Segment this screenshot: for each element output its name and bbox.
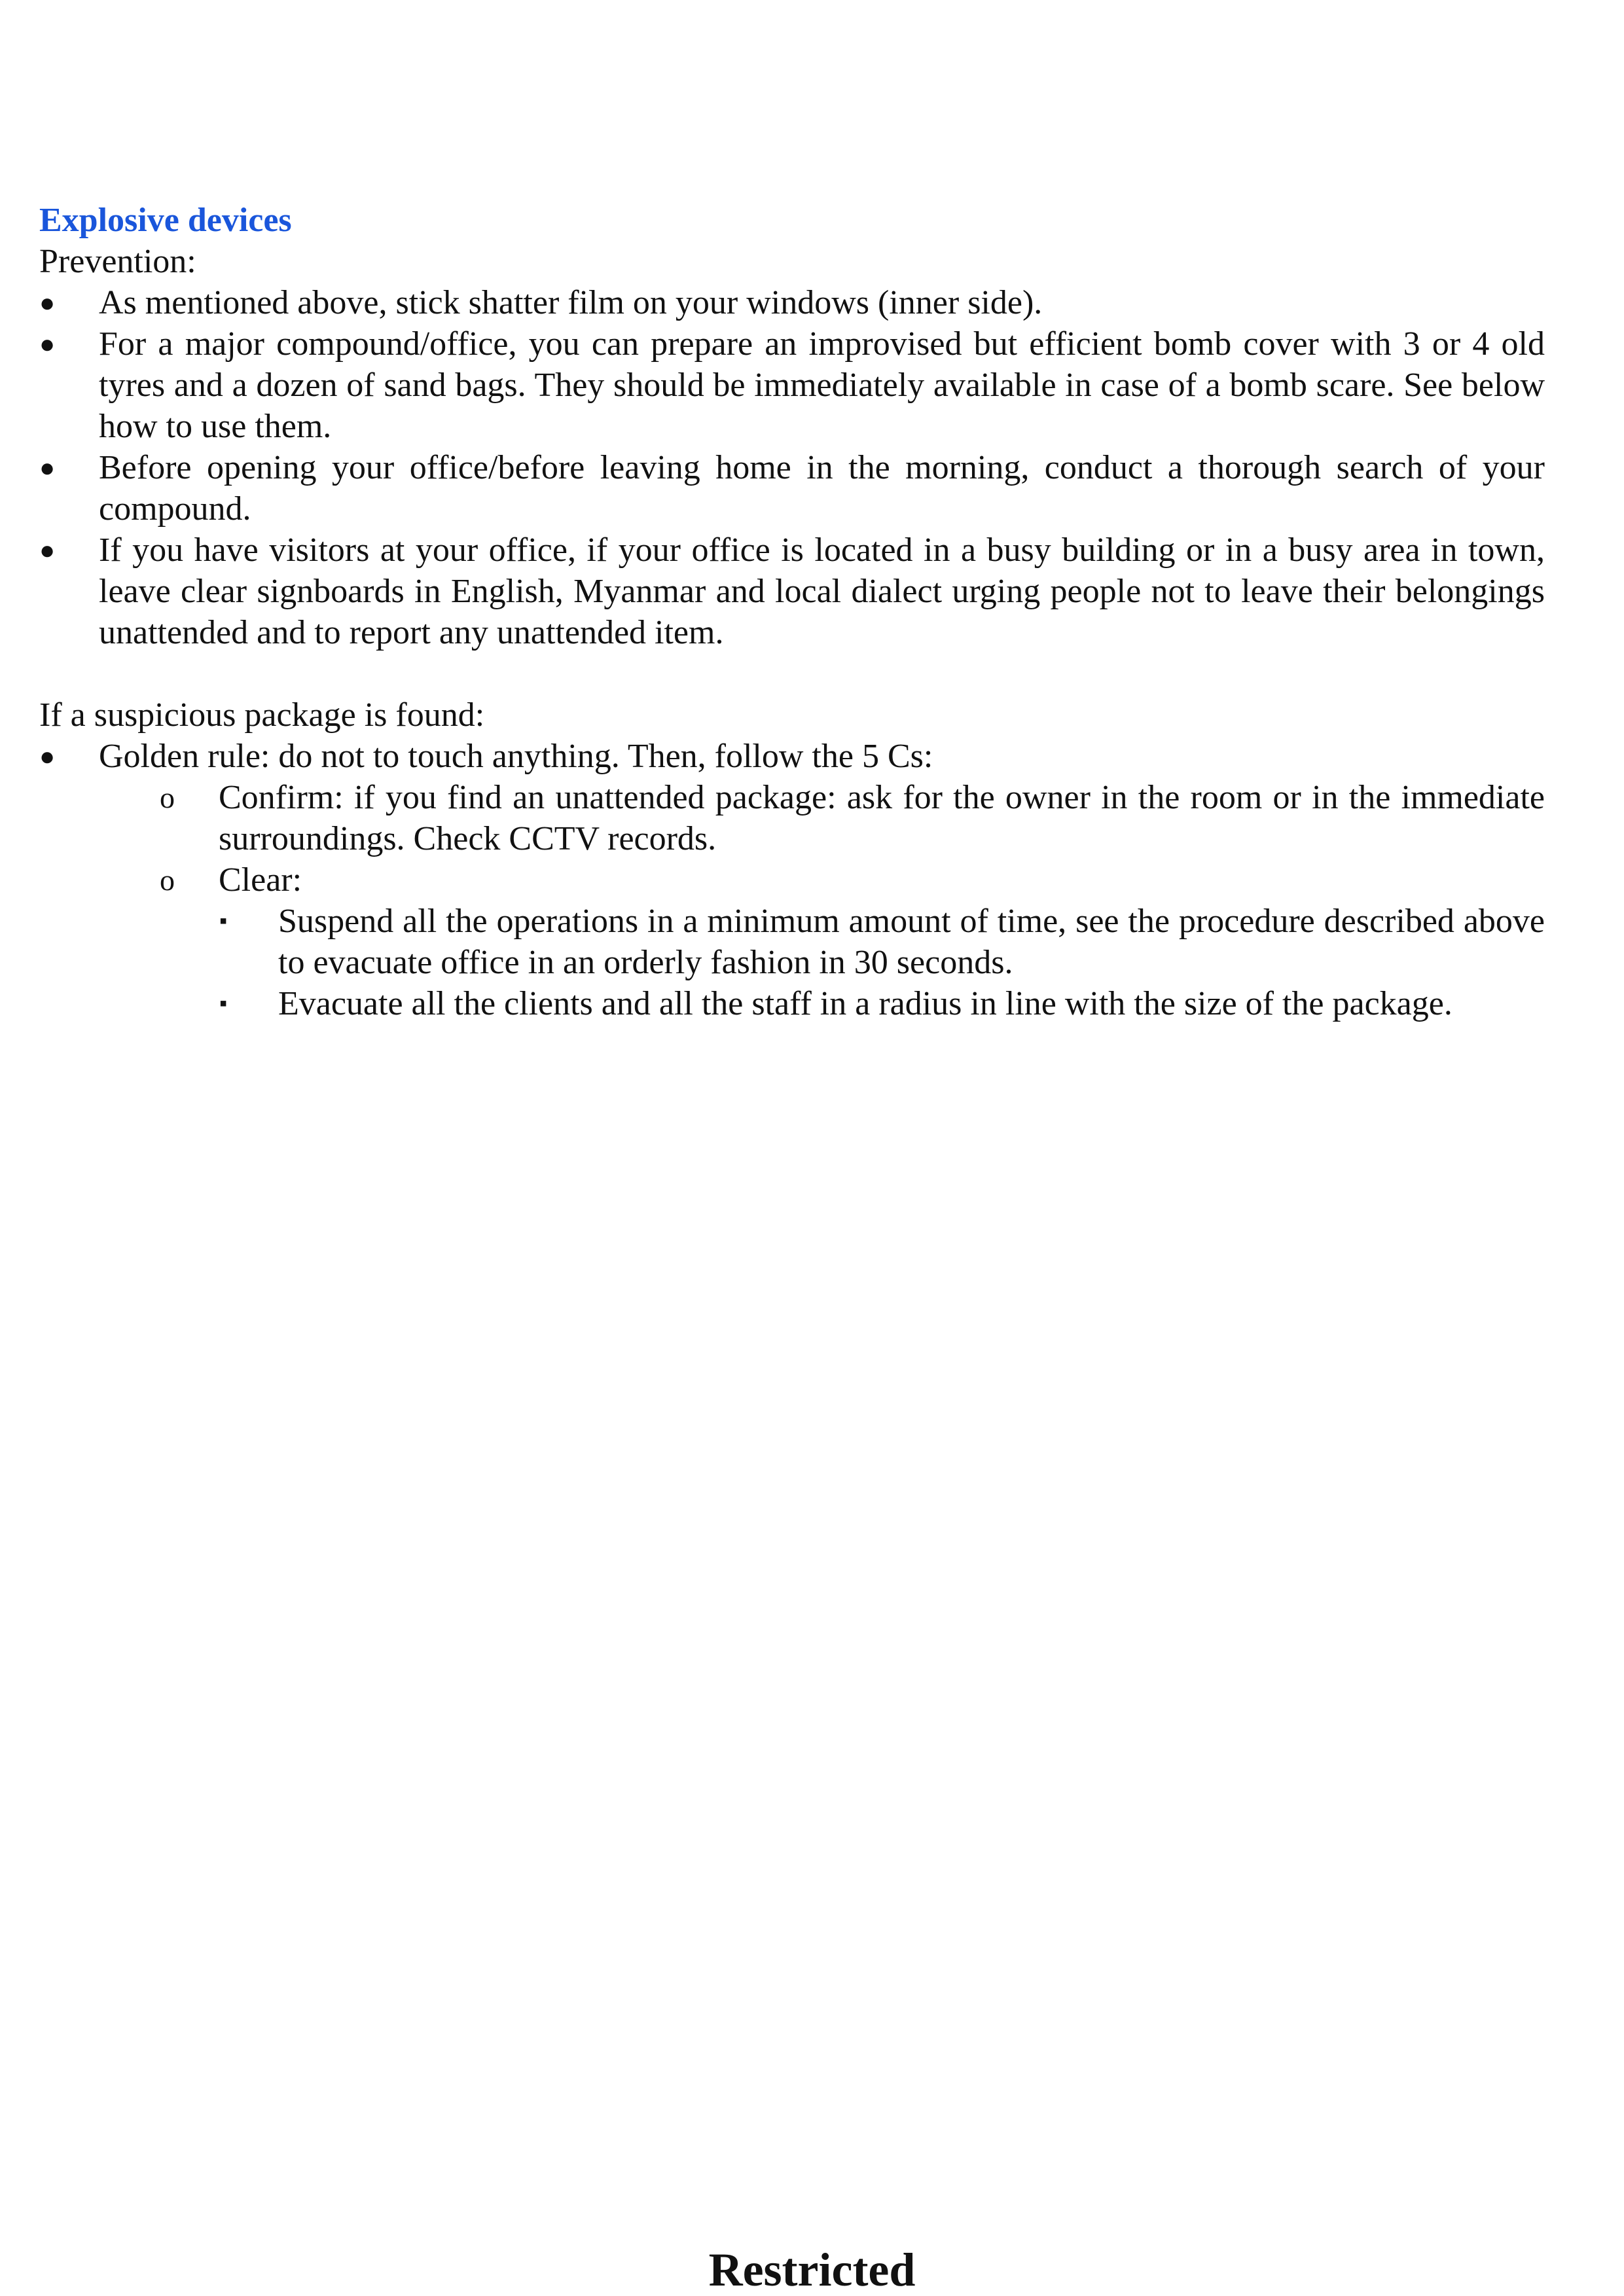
bullet-marker: ● (39, 742, 56, 771)
bullet-marker: ● (39, 288, 56, 317)
golden-rule-item (39, 736, 1545, 777)
prevention-item-text: For a major compound/office, you can prepare an improvised but efficient bomb cover with 3 or 4 old tyres and a dozen of sand bags. They should be immediately available in case of a bomb scare. See below how to use them. (99, 325, 1545, 445)
blank-line (39, 653, 1545, 694)
clear-subitem-text: Suspend all the operations in a minimum amount of time, see the procedure described above to evacuate office in an orderly fashion in 30 seconds. (278, 903, 1545, 981)
prevention-item-text: Before opening your office/before leaving home in the morning, conduct a thorough search of your compound. (99, 449, 1545, 528)
prevention-label: Prevention: (39, 243, 196, 280)
prevention-item-text: As mentioned above, stick shatter film on your windows (inner side). (99, 284, 1043, 321)
square-marker: ▪ (219, 909, 228, 933)
prevention-item (39, 323, 1545, 447)
prevention-item (39, 529, 1545, 653)
clear-subitem (39, 983, 1545, 1024)
prevention-item (39, 447, 1545, 529)
bullet-marker: ● (39, 535, 56, 565)
square-marker: ▪ (219, 992, 228, 1016)
footer-classification: Restricted (708, 2244, 916, 2296)
prevention-item-text: If you have visitors at your office, if your office is located in a busy building or in a busy area in town, leave clear signboards in English, Myanmar and local dialect urging people not to leave their belongings unattended and to report any unattended item. (99, 531, 1545, 651)
bullet-marker: ● (39, 453, 56, 482)
clear-label: Clear: (219, 861, 302, 899)
confirm-item (39, 777, 1545, 859)
confirm-text: Confirm: if you find an unattended package: ask for the owner in the room or in the immediate surroundings. Check CCTV records. (219, 779, 1545, 857)
clear-item (39, 859, 1545, 901)
bullet-marker: ● (39, 329, 56, 359)
page-content (39, 200, 1545, 1024)
suspicious-package-label: If a suspicious package is found: (39, 696, 485, 734)
golden-rule-text: Golden rule: do not to touch anything. Then, follow the 5 Cs: (99, 738, 933, 775)
circle-marker: o (160, 863, 175, 897)
section-heading: Explosive devices (39, 202, 292, 239)
clear-subitem-text: Evacuate all the clients and all the staff in a radius in line with the size of the package. (278, 985, 1453, 1022)
circle-marker: o (160, 781, 175, 814)
prevention-item (39, 282, 1545, 323)
clear-subitem (39, 901, 1545, 983)
